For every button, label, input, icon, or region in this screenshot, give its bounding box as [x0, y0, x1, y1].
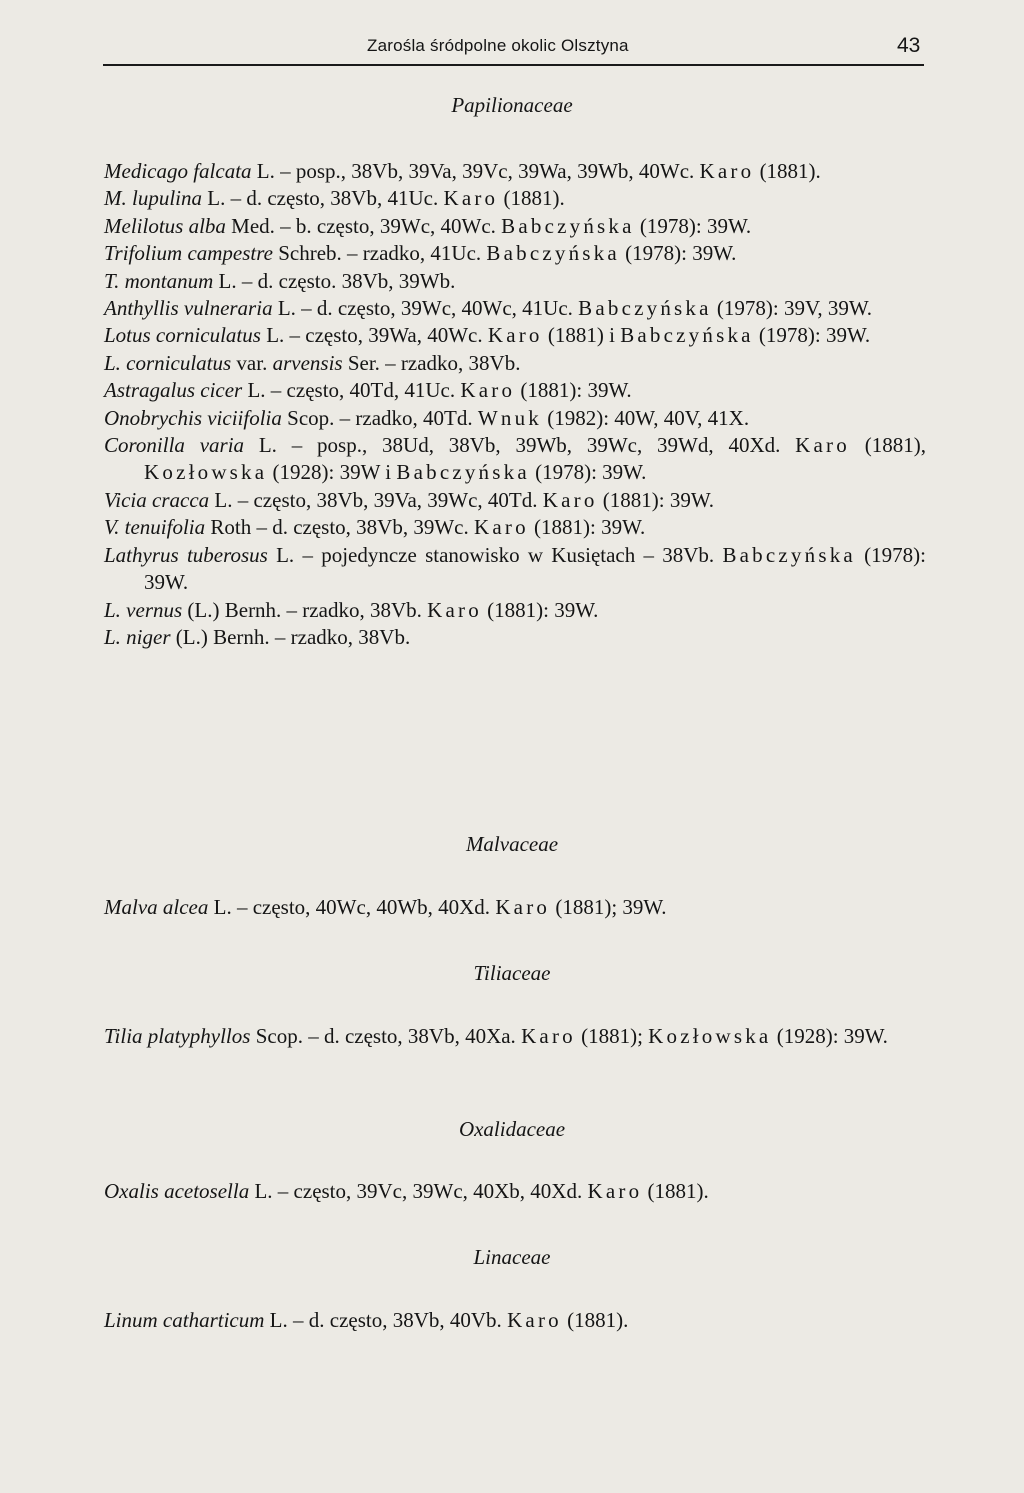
species-list-papilionaceae — [104, 158, 926, 651]
taxon-name: Tilia platyphyllos — [104, 1024, 251, 1048]
entry-text: (1928): 39W. — [771, 1024, 888, 1048]
entry-text: L. – często, 40Td, 41Uc. — [242, 378, 461, 403]
entry-text: (1881): 39W. — [528, 515, 646, 540]
entry-text: (1978): 39W. — [529, 460, 647, 485]
taxon-name: Onobrychis viciifolia — [104, 405, 282, 430]
author-name: Babczyńska — [501, 213, 635, 238]
species-entry — [104, 1307, 926, 1334]
species-entry — [104, 597, 926, 624]
family-heading-papilionaceae: Papilionaceae — [451, 93, 573, 117]
species-list-linaceae — [104, 1307, 926, 1334]
species-list-oxalidaceae — [104, 1178, 926, 1205]
species-entry — [104, 350, 926, 377]
species-entry — [104, 1023, 926, 1050]
entry-text: (1881): 39W. — [481, 597, 599, 622]
entry-text: L. – często, 38Vb, 39Va, 39Wc, 40Td. — [209, 487, 543, 512]
author-name: Karo — [521, 1024, 576, 1048]
species-entry — [104, 213, 926, 240]
species-entry — [104, 377, 926, 404]
entry-text: (1978): 39V, 39W. — [711, 296, 873, 321]
entry-text: L. – d. często. 38Vb, 39Wb. — [213, 268, 456, 293]
species-entry — [104, 158, 926, 185]
author-name: Karo — [699, 159, 755, 183]
species-entry — [104, 542, 926, 597]
page-number: 43 — [897, 34, 921, 57]
taxon-name: Anthyllis vulneraria — [104, 296, 273, 321]
author-name: Babczyńska — [396, 460, 530, 485]
entry-text: L. – d. często, 38Vb, 40Vb. — [264, 1308, 508, 1332]
species-entry — [104, 514, 926, 541]
author-name: Karo — [587, 1179, 643, 1203]
entry-text: L. – posp., 38Ud, 38Vb, 39Wb, 39Wc, 39Wd, 40Xd. — [244, 433, 796, 458]
taxon-name: L. vernus — [104, 597, 183, 622]
species-entry — [104, 322, 926, 349]
species-list-tiliaceae — [104, 1023, 926, 1050]
entry-text: (1881); — [575, 1024, 649, 1048]
entry-text: (1881): 39W. — [597, 487, 714, 512]
author-name: Karo — [542, 487, 598, 512]
entry-text: (L.) Bernh. – rzadko, 38Vb. — [182, 597, 428, 622]
family-heading-oxalidaceae: Oxalidaceae — [458, 1117, 566, 1141]
entry-text: (1978): 39W. — [144, 542, 927, 595]
species-entry — [104, 432, 926, 487]
species-entry — [104, 487, 926, 514]
taxon-name: L. corniculatus — [104, 350, 232, 375]
family-heading-malvaceae: Malvaceae — [465, 832, 559, 856]
entry-text: Schreb. – rzadko, 41Uc. — [272, 241, 487, 266]
entry-text: Scop. – rzadko, 40Td. — [281, 405, 478, 430]
author-name: Karo — [487, 323, 543, 348]
author-name: Karo — [427, 597, 482, 622]
taxon-name: Malva alcea — [104, 895, 209, 919]
species-entry — [104, 624, 926, 651]
entry-text: Scop. – d. często, 38Vb, 40Xa. — [250, 1024, 522, 1048]
running-head-title: Zarośla śródpolne okolic Olsztyna — [367, 36, 629, 55]
entry-text: (1881). — [754, 159, 821, 183]
author-name: Kozłowska — [144, 460, 268, 485]
entry-text: L. – często, 40Wc, 40Wb, 40Xd. — [208, 895, 496, 919]
author-name: Karo — [795, 433, 850, 458]
family-heading-tiliaceae: Tiliaceae — [473, 961, 551, 985]
author-name: Babczyńska — [486, 241, 620, 266]
author-name: Babczyńska — [578, 296, 712, 321]
entry-text: (1978): 39W. — [634, 213, 752, 238]
entry-text: Ser. – rzadko, 38Vb. — [342, 350, 521, 375]
entry-text: (1881): 39W. — [515, 378, 632, 403]
author-name: Karo — [507, 1308, 562, 1332]
entry-text: L. – pojedyncze stanowisko w Kusiętach – 38Vb. — [267, 542, 723, 567]
species-entry — [104, 894, 926, 921]
taxon-name: Oxalis acetosella — [104, 1179, 250, 1203]
author-name: Wnuk — [477, 405, 542, 430]
entry-text: Med. – b. często, 39Wc, 40Wc. — [225, 213, 502, 238]
taxon-name: Astragalus cicer — [104, 378, 243, 403]
taxon-name: T. montanum — [104, 268, 214, 293]
taxon-name: L. niger — [104, 624, 171, 649]
entry-text: Roth – d. często, 38Vb, 39Wc. — [205, 515, 474, 540]
family-heading-linaceae: Linaceae — [473, 1245, 551, 1269]
species-entry — [104, 295, 926, 322]
entry-text: (1881). — [498, 186, 565, 211]
taxon-name: Melilotus alba — [104, 213, 226, 238]
entry-text: (1982): 40W, 40V, 41X. — [541, 405, 750, 430]
taxon-name: M. lupulina — [104, 186, 202, 211]
entry-text: L. – d. często, 39Wc, 40Wc, 41Uc. — [272, 296, 579, 321]
species-entry — [104, 185, 926, 212]
species-entry — [104, 1178, 926, 1205]
author-name: Karo — [495, 895, 551, 919]
taxon-name: Lathyrus tuberosus — [104, 542, 268, 567]
species-list-malvaceae — [104, 894, 926, 921]
entry-text: (1881); 39W. — [550, 895, 667, 919]
entry-text: (1881), — [849, 433, 926, 458]
author-name: Kozłowska — [648, 1024, 772, 1048]
author-name: Karo — [474, 515, 529, 540]
taxon-name: Linum catharticum — [104, 1308, 265, 1332]
entry-text: (1978): 39W. — [619, 241, 737, 266]
header-rule — [103, 64, 924, 66]
species-entry — [104, 405, 926, 432]
species-entry — [104, 268, 926, 295]
entry-text: L. – d. często, 38Vb, 41Uc. — [202, 186, 444, 211]
taxon-name: Medicago falcata — [104, 159, 252, 183]
entry-text: (L.) Bernh. – rzadko, 38Vb. — [170, 624, 411, 649]
entry-text: (1881). — [642, 1179, 709, 1203]
taxon-name: Coronilla varia — [104, 433, 245, 458]
author-name: Babczyńska — [620, 323, 754, 348]
taxon-name: Lotus corniculatus — [104, 323, 261, 348]
running-head — [0, 36, 1024, 64]
author-name: Karo — [460, 378, 516, 403]
species-entry — [104, 240, 926, 267]
taxon-name: V. tenuifolia — [104, 515, 206, 540]
entry-text: (1881) i — [542, 323, 621, 348]
entry-text: (1978): 39W. — [753, 323, 871, 348]
taxon-name: arvensis — [272, 350, 343, 375]
entry-text: L. – często, 39Vc, 39Wc, 40Xb, 40Xd. — [249, 1179, 588, 1203]
entry-text: (1881). — [561, 1308, 629, 1332]
entry-text: L. – posp., 38Vb, 39Va, 39Vc, 39Wa, 39Wb, 40Wc. — [251, 159, 700, 183]
author-name: Babczyńska — [722, 542, 856, 567]
entry-text: (1928): 39W i — [267, 460, 397, 485]
taxon-name: Vicia cracca — [104, 487, 210, 512]
entry-text: L. – często, 39Wa, 40Wc. — [260, 323, 488, 348]
entry-text: var. — [231, 350, 273, 375]
taxon-name: Trifolium campestre — [104, 241, 273, 266]
author-name: Karo — [443, 186, 499, 211]
